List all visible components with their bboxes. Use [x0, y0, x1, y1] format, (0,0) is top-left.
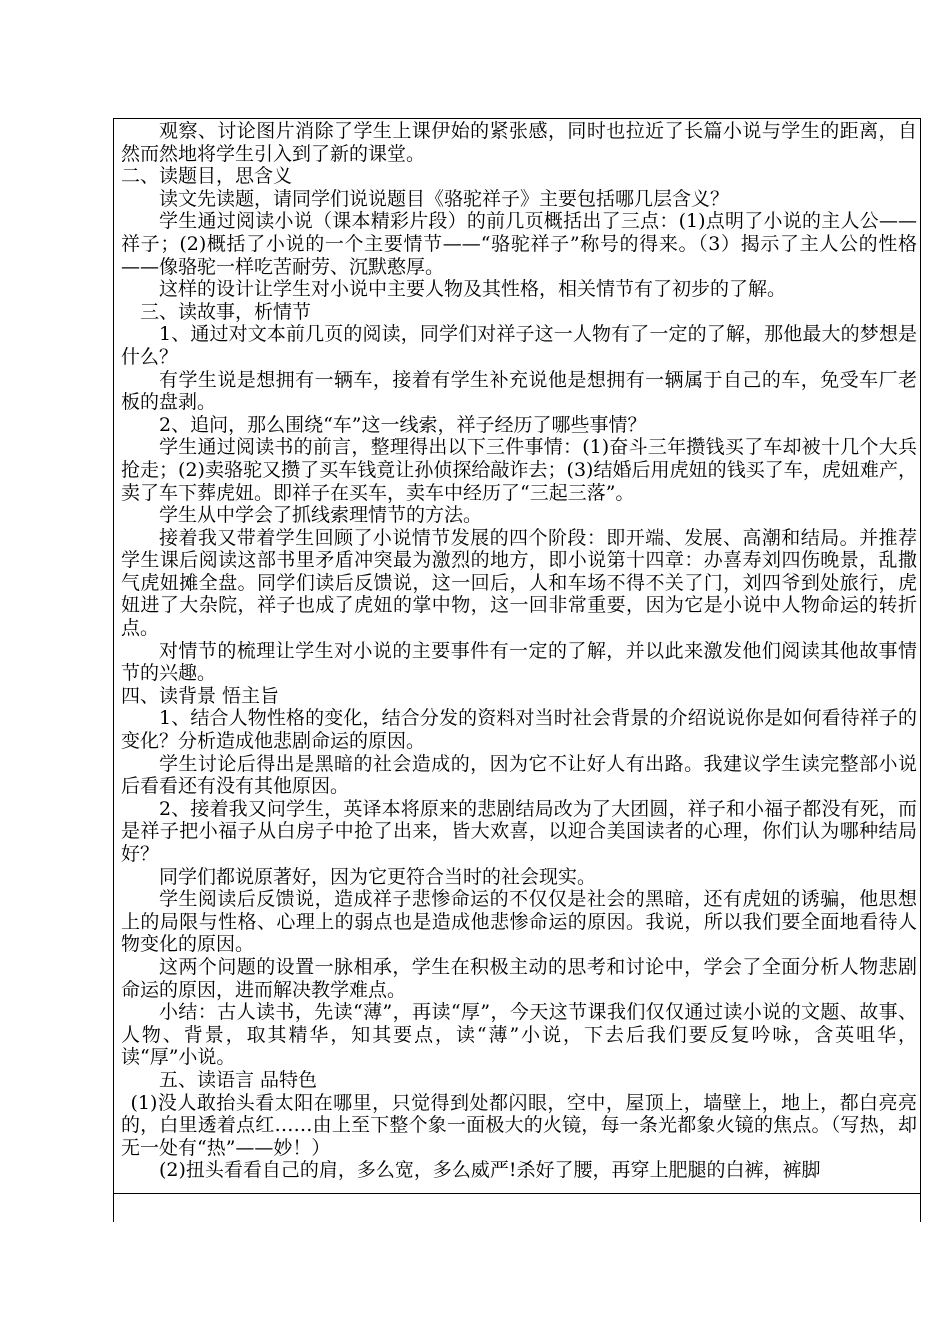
paragraph: 对情节的梳理让学生对小说的主要事件有一定的了解，并以此来激发他们阅读其他故事情节的兴趣。 — [121, 639, 917, 685]
paragraph: (2)扭头看看自己的肩，多么宽，多么威严!杀好了腰，再穿上肥腿的白裤，裤脚 — [159, 1159, 821, 1182]
paragraph: 同学们都说原著好，因为它更符合当时的社会现实。 — [159, 865, 597, 888]
paragraph: 学生阅读后反馈说，造成祥子悲惨命运的不仅仅是社会的黑暗，还有虎妞的诱骗，他思想上的局限与性格、心理上的弱点也是造成他悲惨命运的原因。我说，所以我们要全面地看待人物变化的原因。 — [121, 888, 917, 956]
paragraph: 学生通过阅读书的前言，整理得出以下三件事情：(1)奋斗三年攒钱买了车却被十几个大兵抢走；(2)卖骆驼又攒了买车钱竟让孙侦探给敲诈去；(3)结婚后用虎妞的钱买了车，虎妞难产，卖了车下葬虎妞。即祥子在买车，卖车中经历了“三起三落”。 — [121, 436, 917, 504]
section-heading: 四、读背景 悟主旨 — [121, 684, 280, 707]
paragraph: 接着我又带着学生回顾了小说情节发展的四个阶段：即开端、发展、高潮和结局。并推荐学生课后阅读这部书里矛盾冲突最为激烈的地方，即小说第十四章：办喜寿刘四伤晚景，乱撒气虎妞摊全盘。同学们读后反馈说，这一回后，人和车场不得不关了门，刘四爷到处旅行，虎妞进了大杂院，祥子也成了虎妞的掌中物，这一回非常重要，因为它是小说中人物命运的转折点。 — [121, 526, 917, 640]
paragraph: 2、接着我又问学生，英译本将原来的悲剧结局改为了大团圆，祥子和小福子都没有死，而是祥子把小福子从白房子中抢了出来，皆大欢喜，以迎合美国读者的心理，你们认为哪种结局好？ — [121, 797, 917, 865]
paragraph: 小结：古人读书，先读“薄”，再读“厚”，今天这节课我们仅仅通过读小说的文题、故事、人物、背景，取其精华，知其要点，读“薄”小说，下去后我们要反复吟咏，含英咀华，读“厚”小说。 — [121, 1001, 917, 1069]
paragraph: 1、通过对文本前几页的阅读，同学们对祥子这一人物有了一定的了解，那他最大的梦想是什么？ — [121, 323, 917, 368]
section-heading: 三、读故事，析情节 — [140, 300, 312, 323]
paragraph: 2、追问，那么围绕“车”这一线索，祥子经历了哪些事情？ — [159, 413, 647, 436]
paragraph: 这样的设计让学生对小说中主要人物及其性格，相关情节有了初步的了解。 — [159, 278, 787, 301]
paragraph: 1、结合人物性格的变化，结合分发的资料对当时社会背景的介绍说说你是如何看待祥子的变化？分析造成他悲剧命运的原因。 — [121, 707, 917, 753]
paragraph: 观察、讨论图片消除了学生上课伊始的紧张感，同时也拉近了长篇小说与学生的距离，自然而然地将学生引入到了新的课堂。 — [121, 120, 917, 165]
section-heading: 五、读语言 品特色 — [159, 1068, 318, 1091]
paragraph: 学生通过阅读小说（课本精彩片段）的前几页概括出了三点：(1)点明了小说的主人公——祥子；(2)概括了小说的一个主要情节——“骆驼祥子”称号的得来。（3）揭示了主人公的性格——像骆驼一样吃苦耐劳、沉默憨厚。 — [121, 210, 917, 278]
paragraph: (1)没人敢抬头看太阳在哪里，只觉得到处都闪眼，空中，屋顶上，墙壁上，地上，都白亮亮的，白里透着点红……由上至下整个象一面极大的火镜，每一条光都象火镜的焦点。（写热，却无一处有“热”——妙！） — [121, 1091, 917, 1159]
paragraph: 读文先读题，请同学们说说题目《骆驼祥子》主要包括哪几层含义？ — [159, 187, 730, 210]
lesson-text-body — [121, 120, 917, 1182]
paragraph: 学生讨论后得出是黑暗的社会造成的，因为它不让好人有出路。我建议学生读完整部小说后看看还有没有其他原因。 — [121, 752, 917, 798]
paragraph: 学生从中学会了抓线索理情节的方法。 — [159, 504, 483, 527]
paragraph: 这两个问题的设置一脉相承，学生在积极主动的思考和讨论中，学会了全面分析人物悲剧命运的原因，进而解决教学难点。 — [121, 955, 917, 1001]
section-heading: 二、读题目，思含义 — [121, 165, 293, 188]
table-row-divider — [113, 1193, 921, 1194]
paragraph: 有学生说是想拥有一辆车，接着有学生补充说他是想拥有一辆属于自己的车，免受车厂老板的盘剥。 — [121, 368, 917, 414]
